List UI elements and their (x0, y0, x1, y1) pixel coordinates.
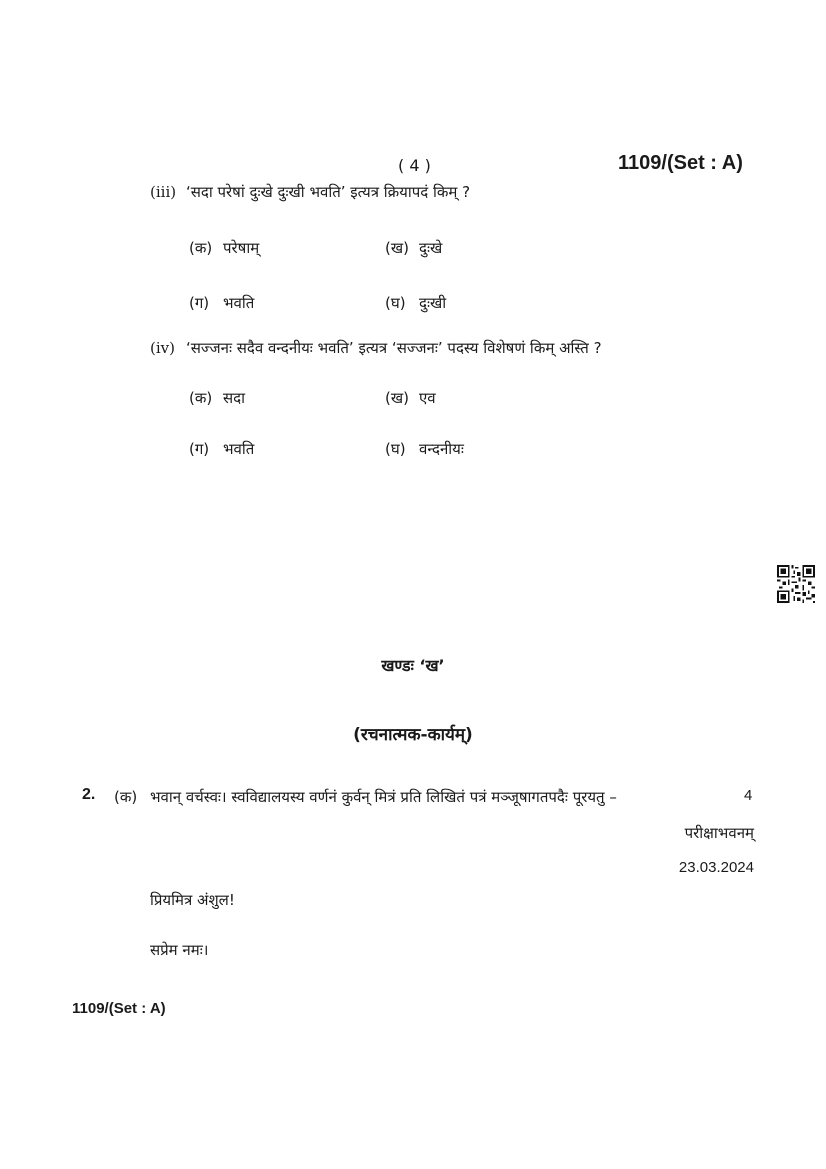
option-kha (385, 388, 436, 408)
option-text: भवति (223, 440, 255, 458)
question-2-number: 2. (82, 786, 96, 803)
option-ga (189, 293, 254, 313)
option-label: (ग) (189, 294, 210, 312)
question-text: ‘सदा परेषां दुःखे दुःखी भवति’ इत्यत्र क्रियापदं किम् ? (186, 183, 471, 201)
page-number: ( 4 ) (398, 156, 431, 175)
section-subtitle: (रचनात्मक-कार्यम्) (353, 725, 473, 745)
option-kha (385, 238, 442, 258)
question-text: ‘सज्जनः सदैव वन्दनीयः भवति’ इत्यत्र ‘सज्जनः’ पदस्य विशेषणं किम् अस्ति ? (186, 339, 602, 357)
letter-date: 23.03.2024 (678, 859, 754, 876)
option-text: दुःखे (419, 239, 443, 257)
option-gha (385, 439, 464, 459)
paper-code-footer: 1109/(Set : A) (72, 1000, 166, 1017)
question-2-sub-label: (क) (114, 788, 138, 806)
question-number: (iii) (150, 183, 177, 201)
option-text: दुःखी (419, 294, 447, 312)
option-text: एव (419, 389, 436, 407)
question-2-marks: 4 (744, 787, 753, 804)
question-2-text: भवान् वर्चस्वः। स्वविद्यालयस्य वर्णनं कुर्वन् मित्रं प्रति लिखितं पत्रं मञ्जूषागतपदैः पूरयतु – (150, 788, 617, 806)
qr-code-icon (777, 565, 815, 603)
option-text: भवति (223, 294, 255, 312)
question-iii (150, 182, 470, 202)
option-gha (385, 293, 446, 313)
option-label: (क) (189, 239, 213, 257)
option-label: (ग) (189, 440, 210, 458)
option-ka (189, 238, 259, 258)
option-text: सदा (223, 389, 245, 407)
option-text: परेषाम् (223, 239, 260, 257)
letter-place: परीक्षाभवनम् (684, 824, 754, 842)
option-label: (क) (189, 389, 213, 407)
option-ga (189, 439, 254, 459)
option-text: वन्दनीयः (419, 440, 464, 458)
option-label: (ख) (385, 239, 409, 257)
section-title: खण्डः ‘ख’ (381, 656, 445, 675)
paper-code-header: 1109/(Set : A) (618, 152, 743, 174)
option-label: (घ) (385, 440, 406, 458)
option-ka (189, 388, 245, 408)
option-label: (घ) (385, 294, 406, 312)
letter-salutation: प्रियमित्र अंशुल! (150, 891, 235, 909)
letter-greeting: सप्रेम नमः। (150, 941, 209, 959)
question-iv (150, 338, 602, 358)
question-number: (iv) (150, 339, 175, 357)
option-label: (ख) (385, 389, 409, 407)
